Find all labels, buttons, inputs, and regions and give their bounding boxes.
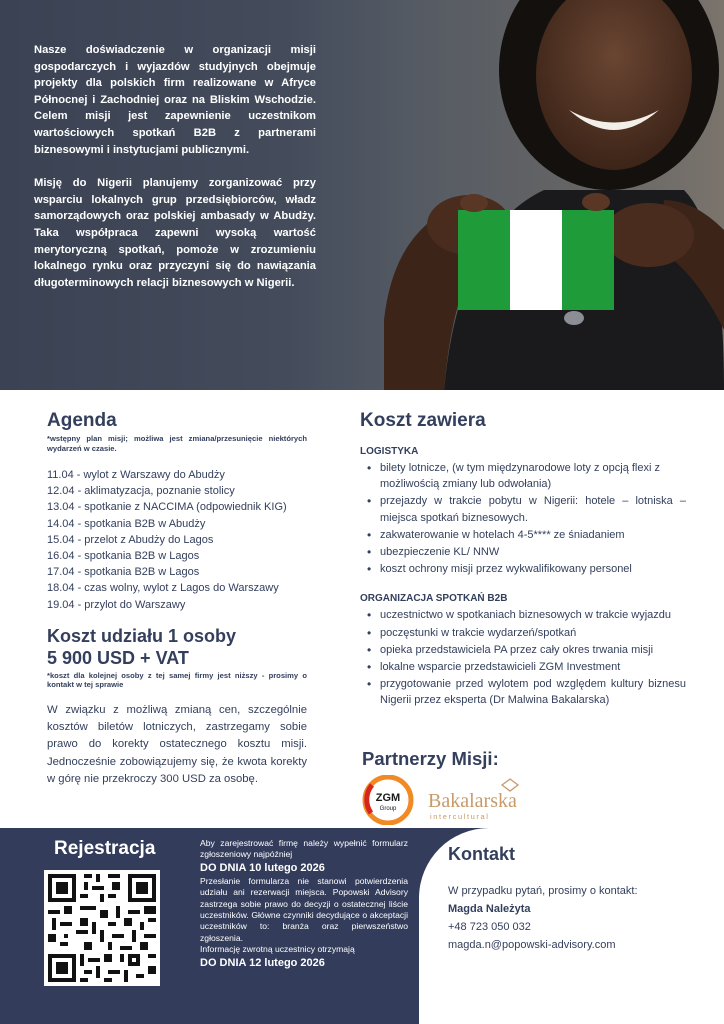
bakalarska-logo-subtext: intercultural xyxy=(430,812,490,821)
partner-logos xyxy=(362,775,662,825)
list-item: • przejazdy w trakcie pobytu w Nigerii: hotele – lotniska – miejsca spotkań biznesowych. xyxy=(360,493,686,525)
nigeria-flag-card xyxy=(458,210,614,310)
qr-code[interactable] xyxy=(44,870,160,986)
cost-title: Koszt udziału 1 osoby xyxy=(47,625,237,646)
zgm-logo xyxy=(362,775,414,825)
agenda-note: *wstępny plan misji; możliwa jest zmiana/przesunięcie niektórych wydarzeń w czasie. xyxy=(47,434,307,453)
includes-title: Koszt zawiera xyxy=(360,410,486,431)
agenda-item: 12.04 - aklimatyzacja, poznanie stolicy xyxy=(47,485,235,498)
hero-photo xyxy=(364,0,724,390)
contact-phone[interactable]: +48 723 050 032 xyxy=(448,921,531,933)
zgm-logo-subtext: Group xyxy=(379,806,397,812)
bakalarska-logo xyxy=(426,777,536,823)
feedback-deadline: DO DNIA 12 lutego 2026 xyxy=(200,956,325,969)
registration-body: Przesłanie formularza nie stanowi potwierdzenia udziału ani rezerwacji miejsca. Popowski Advisory zastrzega sobie prawo do decyzji o ostatecznej liście uczestników. Główne czynniki decydujące o akceptacji uczestników to: branża oraz pierwszeństwo zgłoszenia. xyxy=(200,875,408,943)
list-item: • ubezpieczenie KL/ NNW xyxy=(360,544,686,560)
agenda-item: 13.04 - spotkanie z NACCIMA (odpowiednik KIG) xyxy=(47,501,287,514)
agenda-item: 17.04 - spotkania B2B w Lagos xyxy=(47,566,200,579)
agenda-item: 14.04 - spotkania B2B w Abudży xyxy=(47,517,206,530)
contact-intro: W przypadku pytań, prosimy o kontakt: xyxy=(448,885,638,897)
list-item: • koszt ochrony misji przez wykwalifikowany personel xyxy=(360,561,686,577)
hero-paragraph-experience: Nasze doświadczenie w organizacji misji gospodarczych i wyjazdów studyjnych obejmuje projekty dla polskich firm realizowane w Afryce Północnej i Zachodniej oraz na Bliskim Wschodzie. Celem misji jest zapewnienie uczestnikom wartościowych spotkań B2B z partnerami biznesowymi i instytucjami publicznymi. xyxy=(34,44,316,156)
agenda-item: 11.04 - wylot z Warszawy do Abudży xyxy=(47,469,225,481)
b2b-title: ORGANIZACJA SPOTKAŃ B2B xyxy=(360,593,508,605)
agenda-item: 18.04 - czas wolny, wylot z Lagos do Warszawy xyxy=(47,582,279,595)
contact-title: Kontakt xyxy=(448,844,515,864)
right-column xyxy=(360,410,686,710)
cost-body: W związku z możliwą zmianą cen, szczególnie kosztów biletów lotniczych, zastrzegamy sobie prawo do korekty ostatecznego kosztu misji. Jednocześnie zobowiązujemy się, że kwota korekty w górę nie przekroczy 300 USD za osobę. xyxy=(47,703,307,786)
agenda-title: Agenda xyxy=(47,410,117,431)
list-item: • lokalne wsparcie przedstawicieli ZGM Investment xyxy=(360,659,686,675)
contact-name: Magda Należyta xyxy=(448,903,531,915)
bakalarska-logo-text: Bakalarska xyxy=(428,790,517,812)
agenda-item: 16.04 - spotkania B2B w Lagos xyxy=(47,550,200,563)
left-column xyxy=(47,410,307,788)
partners-title: Partnerzy Misji: xyxy=(362,748,499,769)
footer xyxy=(0,828,724,1024)
list-item: • uczestnictwo w spotkaniach biznesowych w trakcie wyjazdu xyxy=(360,607,686,623)
hero-text xyxy=(34,42,316,291)
b2b-list xyxy=(360,607,686,708)
list-item: • przygotowanie przed wylotem pod względem kultury biznesu Nigerii przez eksperta (Dr Malwina Bakalarska) xyxy=(360,676,686,708)
agenda-item: 19.04 - przylot do Warszawy xyxy=(47,598,186,611)
registration-feedback: Informację zwrotną uczestnicy otrzymają xyxy=(200,944,355,955)
cost-price: 5 900 USD + VAT xyxy=(47,647,189,668)
registration-deadline: DO DNIA 10 lutego 2026 xyxy=(200,861,325,874)
partners-section xyxy=(362,748,662,825)
contact-email[interactable]: magda.n@popowski-advisory.com xyxy=(448,939,616,951)
agenda-list xyxy=(47,467,307,613)
list-item: • opieka przedstawiciela PA przez cały okres trwania misji xyxy=(360,642,686,658)
registration-intro: Aby zarejestrować firmę należy wypełnić formularz zgłoszeniowy najpóźniej xyxy=(200,838,408,860)
hero-paragraph-nigeria: Misję do Nigerii planujemy zorganizować przy wsparciu lokalnych grup przedsiębiorców, władz samorządowych oraz polskiej ambasady w Abudży. Taka współpraca zapewni wysoką wartość merytoryczną spotkań, pomoże w zrozumieniu lokalnego rynku oraz przyczyni się do nawiązania długoterminowych relacji biznesowych w Nigerii. xyxy=(34,177,316,289)
hero-section xyxy=(0,0,724,390)
logistics-title: LOGISTYKA xyxy=(360,446,419,457)
list-item: • bilety lotnicze, (w tym międzynarodowe loty z opcją flexi z możliwością zmiany lub odwołania) xyxy=(360,460,686,492)
registration-info xyxy=(200,838,408,971)
cost-note: *koszt dla kolejnej osoby z tej samej firmy jest niższy - prosimy o kontakt w tej sprawie xyxy=(47,670,307,690)
logistics-list xyxy=(360,460,686,577)
registration-title: Rejestracja xyxy=(54,838,156,859)
list-item: • zakwaterowanie w hotelach 4-5**** ze śniadaniem xyxy=(360,527,686,543)
contact-section xyxy=(448,844,708,951)
agenda-item: 15.04 - przelot z Abudży do Lagos xyxy=(47,533,214,546)
list-item: • poczęstunki w trakcie wydarzeń/spotkań xyxy=(360,625,686,641)
zgm-logo-text: ZGM xyxy=(375,792,401,804)
